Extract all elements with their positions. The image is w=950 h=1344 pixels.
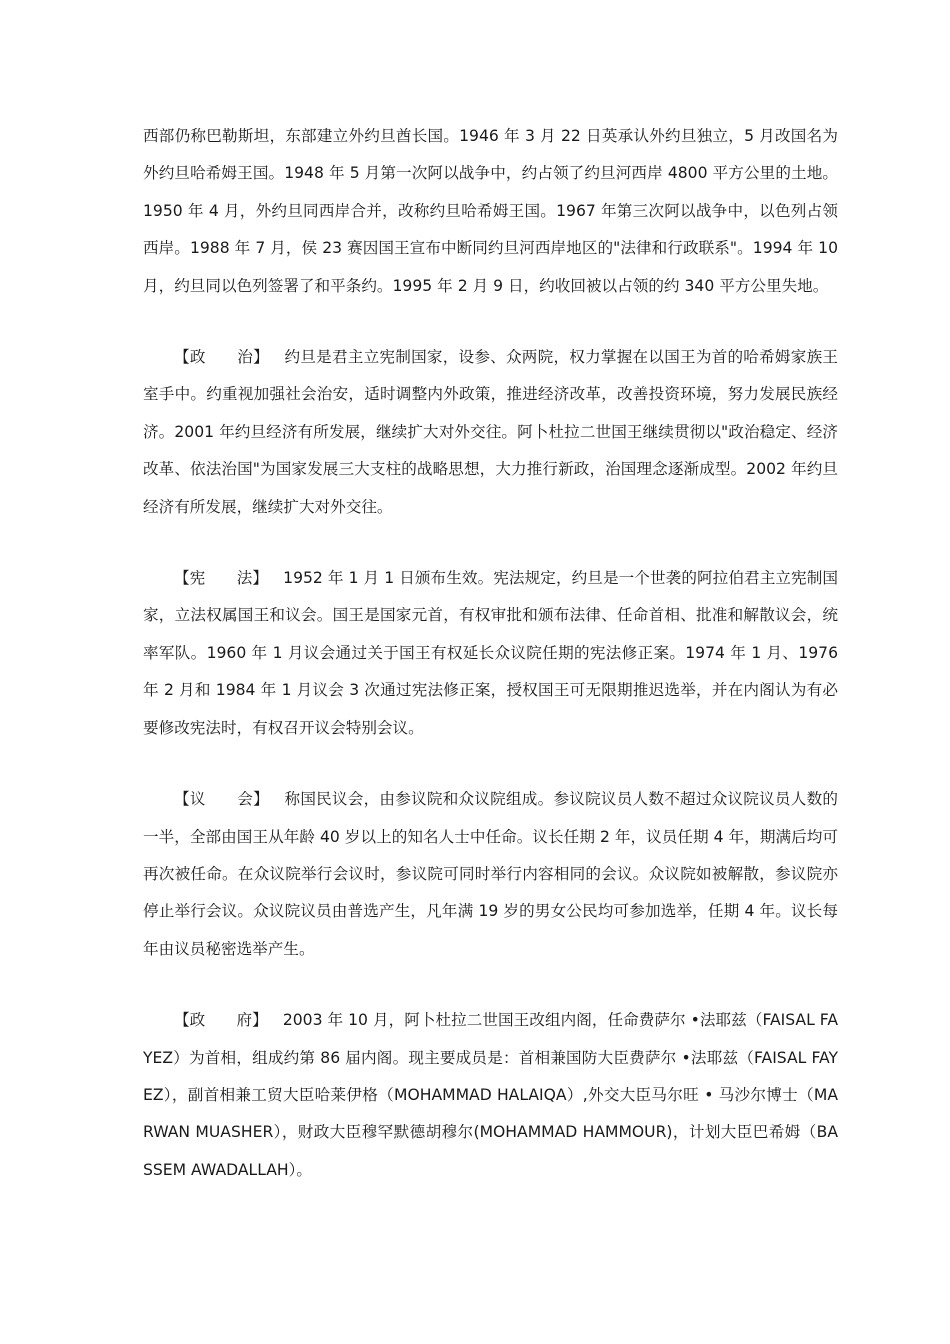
constitution-text: 1952 年 1 月 1 日颁布生效。宪法规定，约旦是一个世袭的阿拉伯君主立宪制国家，立法权属国王和议会。国王是国家元首，有权审批和颁布法律、任命首相、批准和解散议会，统率军队。1960 年 1 月议会通过关于国王有权延长众议院任期的宪法修正案。1974 年 1 月、1976 年 2 月和 1984 年 1 月议会 3 次通过宪法修正案，授权国王可无限期推迟选举，并在内阁认为有必要修改宪法时，有权召开议会特别会议。 [143,569,838,737]
government-text: 2003 年 10 月，阿卜杜拉二世国王改组内阁，任命费萨尔 •法耶兹（FAISAL FAYEZ）为首相，组成约第 86 届内阁。现主要成员是：首相兼国防大臣费萨尔 •法耶兹（FAISAL FAYEZ），副首相兼工贸大臣哈莱伊格（MOHAMMAD HALAIQA）,外交大臣马尔旺 • 马沙尔博士（MARWAN MUASHER），财政大臣穆罕默德胡穆尔(MOHAMMAD HAMMOUR)，计划大臣巴希姆（BASSEM AWADALLAH）。 [143,1011,838,1179]
intro-paragraph: 西部仍称巴勒斯坦，东部建立外约旦酋长国。1946 年 3 月 22 日英承认外约旦独立，5 月改国名为外约旦哈希姆王国。1948 年 5 月第一次阿以战争中，约占领了约旦河西岸 4800 平方公里的土地。1950 年 4 月，外约旦同西岸合并，改称约旦哈希姆王国。1967 年第三次阿以战争中，以色列占领西岸。1988 年 7 月，侯 23 赛因国王宣布中断同约旦河西岸地区的"法律和行政联系"。1994 年 10 月，约旦同以色列签署了和平条约。1995 年 2 月 9 日，约收回被以占领的约 340 平方公里失地。 [143,127,838,295]
constitution-heading: 【宪 法】 [174,569,269,588]
document-page [143,118,838,1189]
parliament-text: 称国民议会，由参议院和众议院组成。参议院议员人数不超过众议院议员人数的一半，全部由国王从年龄 40 岁以上的知名人士中任命。议长任期 2 年，议员任期 4 年，期满后均可再次被任命。在众议院举行会议时，参议院可同时举行内容相同的会议。众议院如被解散，参议院亦停止举行会议。众议院议员由普选产生，凡年满 19 岁的男女公民均可参加选举，任期 4 年。议长每年由议员秘密选举产生。 [143,790,838,958]
government-section [143,1002,838,1189]
government-heading: 【政 府】 [174,1011,268,1030]
parliament-heading: 【议 会】 [174,790,269,809]
politics-text: 约旦是君主立宪制国家，设参、众两院，权力掌握在以国王为首的哈希姆家族王室手中。约重视加强社会治安，适时调整内外政策，推进经济改革，改善投资环境，努力发展民族经济。2001 年约旦经济有所发展，继续扩大对外交往。阿卜杜拉二世国王继续贯彻以"政治稳定、经济改革、依法治国"为国家发展三大支柱的战略思想，大力推行新政，治国理念逐渐成型。2002 年约旦经济有所发展，继续扩大对外交往。 [143,348,838,516]
constitution-section [143,560,838,747]
politics-section [143,339,838,526]
parliament-section [143,781,838,968]
politics-heading: 【政 治】 [174,348,269,367]
